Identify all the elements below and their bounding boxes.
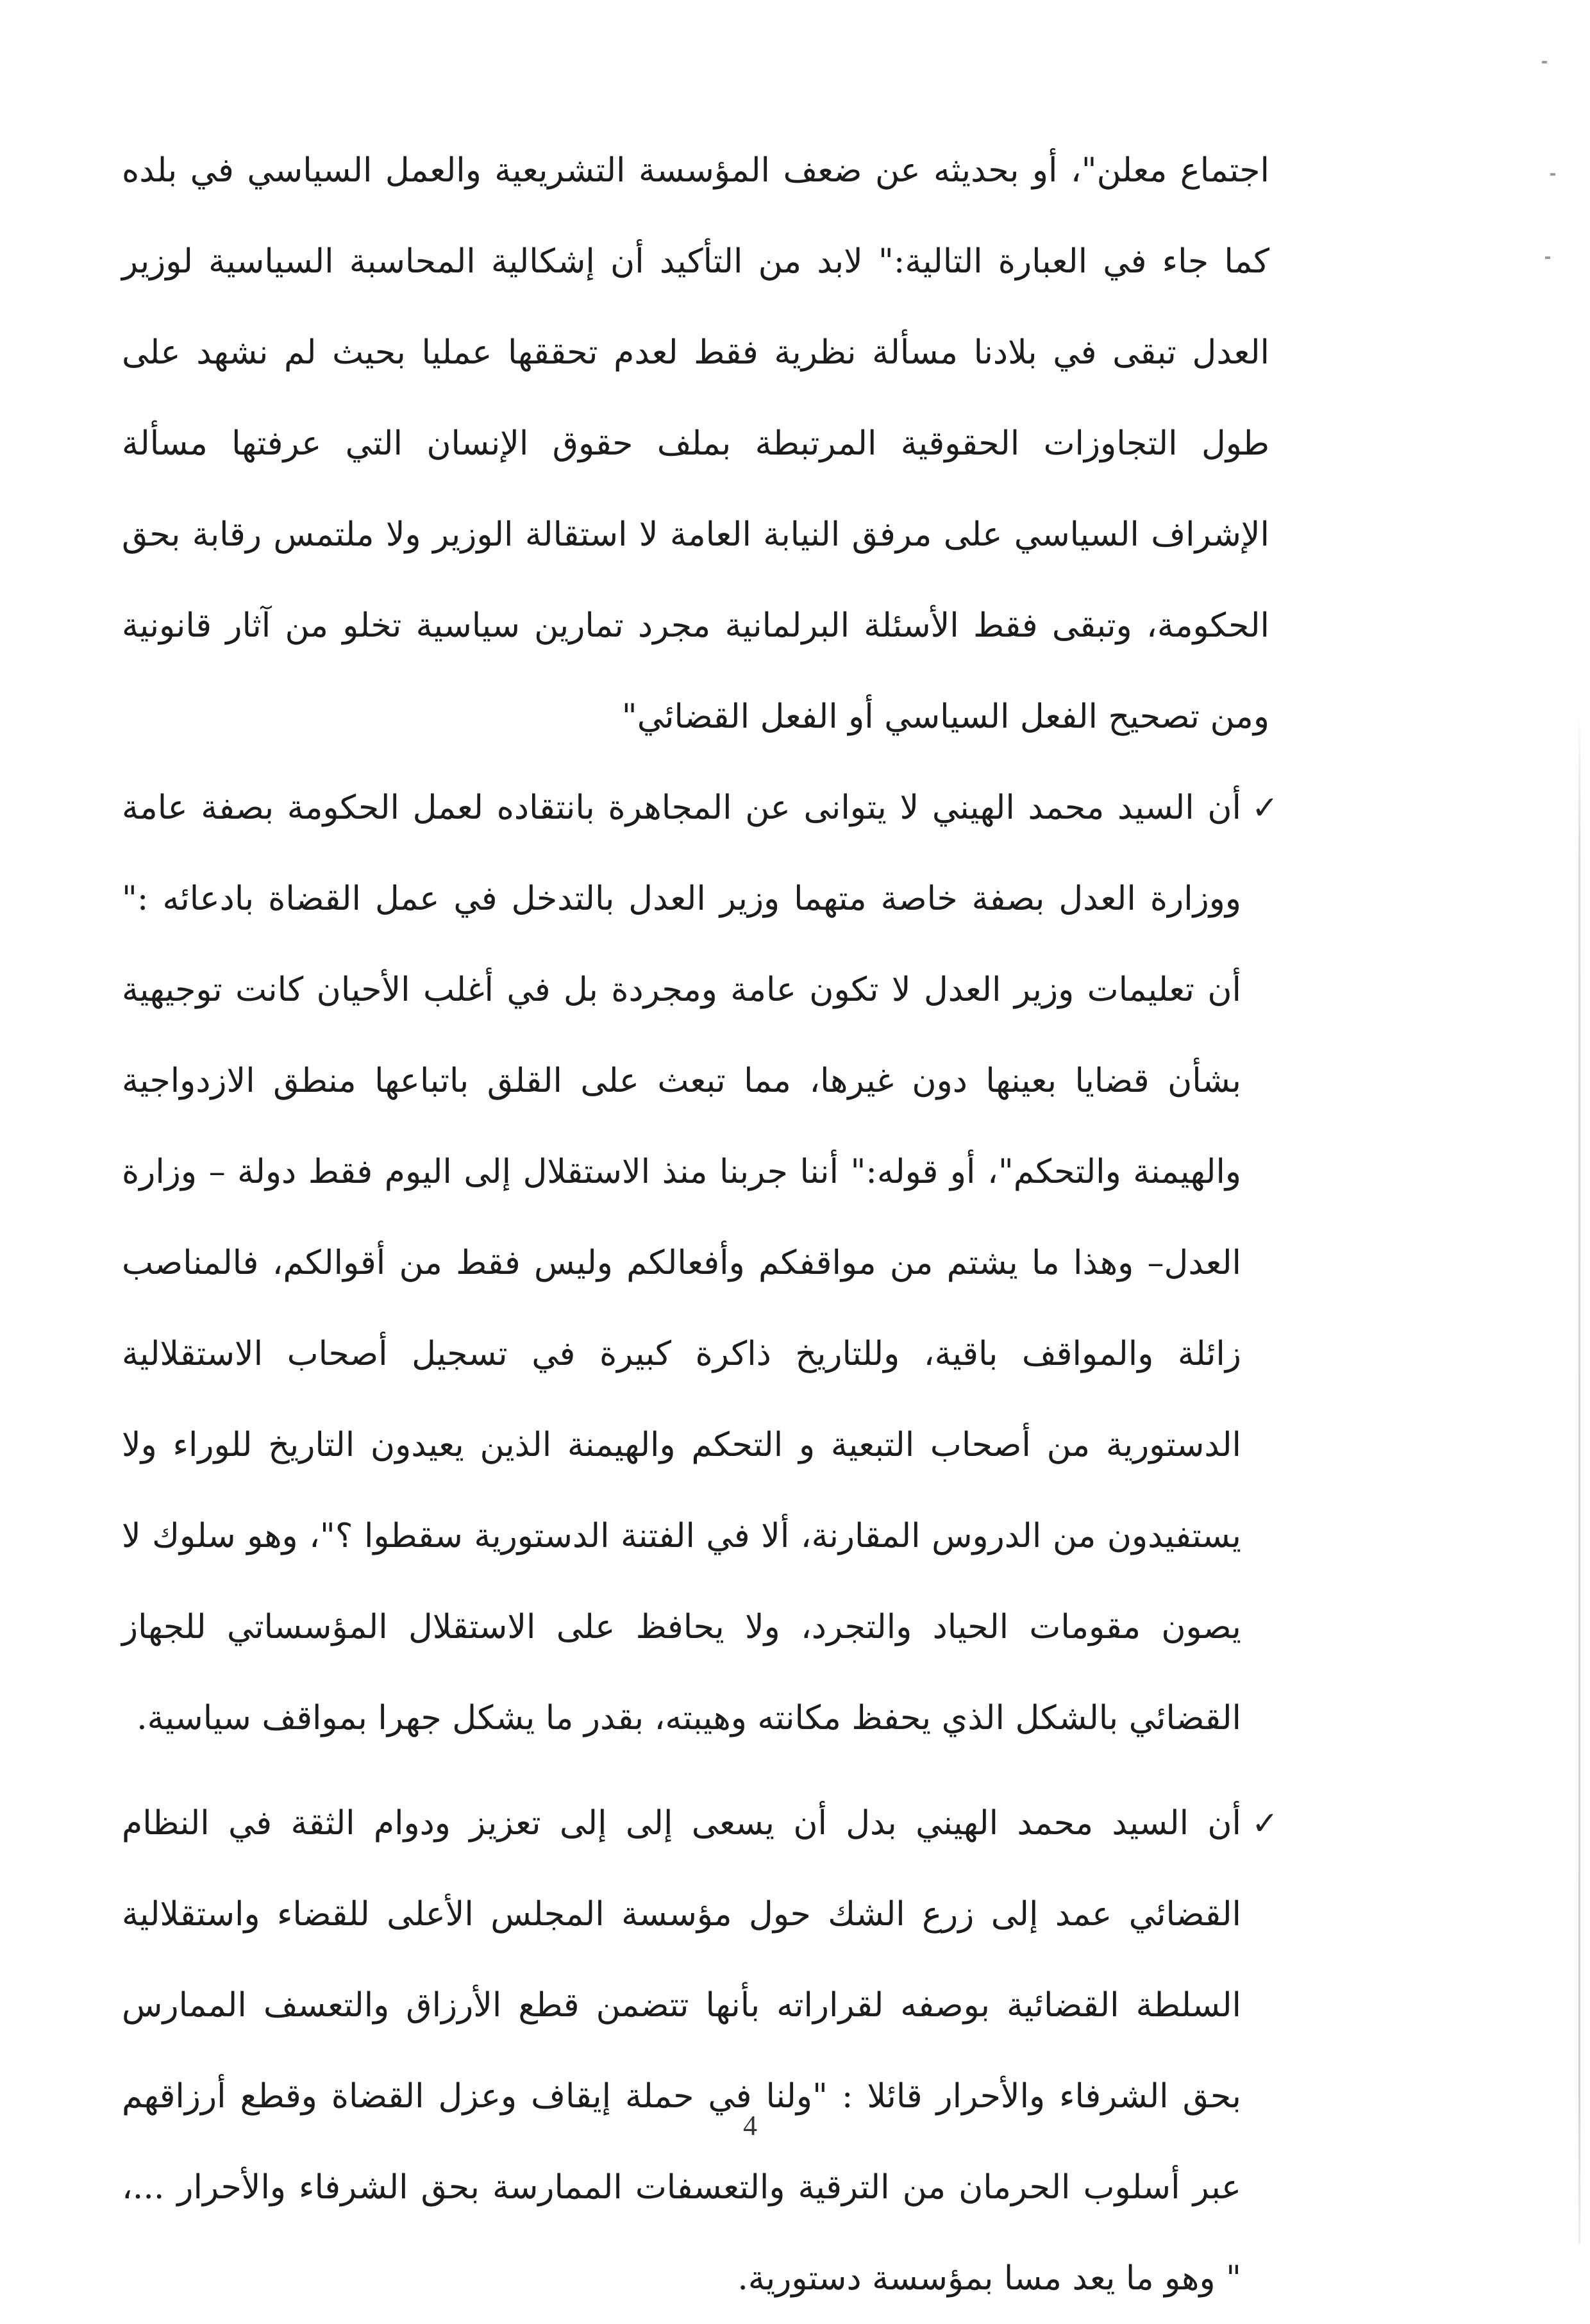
- page-number: 4: [743, 2110, 757, 2141]
- bullet-item-1: [122, 762, 1278, 1764]
- body-text: [122, 125, 1278, 2324]
- margin-mark: [1550, 173, 1555, 176]
- bullet-text: أن السيد محمد الهيني بدل أن يسعى إلى إلى تعزيز ودوام الثقة في النظام القضائي عمد إلى زرع الشك حول مؤسسة المجلس الأعلى للقضاء واستقلالية السلطة القضائية بوصفه لقراراته بأنها تتضمن قطع الأرزاق والتعسف الممارس بحق الشرفاء والأحرار قائلا : "ولنا في حملة إيقاف وعزل القضاة وقطع أرزاقهم عبر أسلوب الحرمان من الترقية والتعسفات الممارسة بحق الشرفاء والأحرار ...، " وهو ما يعد مسا بمؤسسة دستورية.: [122, 1804, 1242, 2298]
- quote-paragraph: اجتماع معلن"، أو بحديثه عن ضعف المؤسسة التشريعية والعمل السياسي في بلده كما جاء في العبارة التالية:" لابد من التأكيد أن إشكالية المحاسبة السياسية لوزير العدل تبقى في بلادنا مسألة نظرية فقط لعدم تحققها عمليا بحيث لم نشهد على طول التجاوزات الحقوقية المرتبطة بملف حقوق الإنسان التي عرفتها مسألة الإشراف السياسي على مرفق النيابة العامة لا استقالة الوزير ولا ملتمس رقابة بحق الحكومة، وتبقى فقط الأسئلة البرلمانية مجرد تمارين سياسية تخلو من آثار قانونية ومن تصحيح الفعل السياسي أو الفعل القضائي": [122, 151, 1269, 736]
- checkmark-icon: ✓: [1251, 789, 1278, 826]
- bullet-text: أن السيد محمد الهيني لا يتوانى عن المجاهرة بانتقاده لعمل الحكومة بصفة عامة ووزارة العدل بصفة خاصة متهما وزير العدل بالتدخل في عمل القضاة بادعائه :" أن تعليمات وزير العدل لا تكون عامة ومجردة بل في أغلب الأحيان كانت توجيهية بشأن قضايا بعينها دون غيرها، مما تبعث على القلق باتباعها منطق الازدواجية والهيمنة والتحكم"، أو قوله:" أننا جربنا منذ الاستقلال إلى اليوم فقط دولة – وزارة العدل– وهذا ما يشتم من مواقفكم وأفعالكم وليس فقط من أقوالكم، فالمناصب زائلة والمواقف باقية، وللتاريخ ذاكرة كبيرة في تسجيل أصحاب الاستقلالية الدستورية من أصحاب التبعية و التحكم والهيمنة الذين يعيدون التاريخ للوراء ولا يستفيدون من الدروس المقارنة، ألا في الفتنة الدستورية سقطوا ؟"، وهو سلوك لا يصون مقومات الحياد والتجرد، ولا يحافظ على الاستقلال المؤسساتي للجهاز القضائي بالشكل الذي يحفظ مكانته وهيبته، بقدر ما يشكل جهرا بمواقف سياسية.: [122, 789, 1241, 1737]
- bullet-item-2: [122, 1778, 1278, 2324]
- margin-mark: [1545, 256, 1550, 259]
- checkmark-icon: ✓: [1251, 1805, 1278, 1842]
- margin-mark: [1542, 61, 1547, 63]
- scan-edge: [1578, 705, 1580, 2244]
